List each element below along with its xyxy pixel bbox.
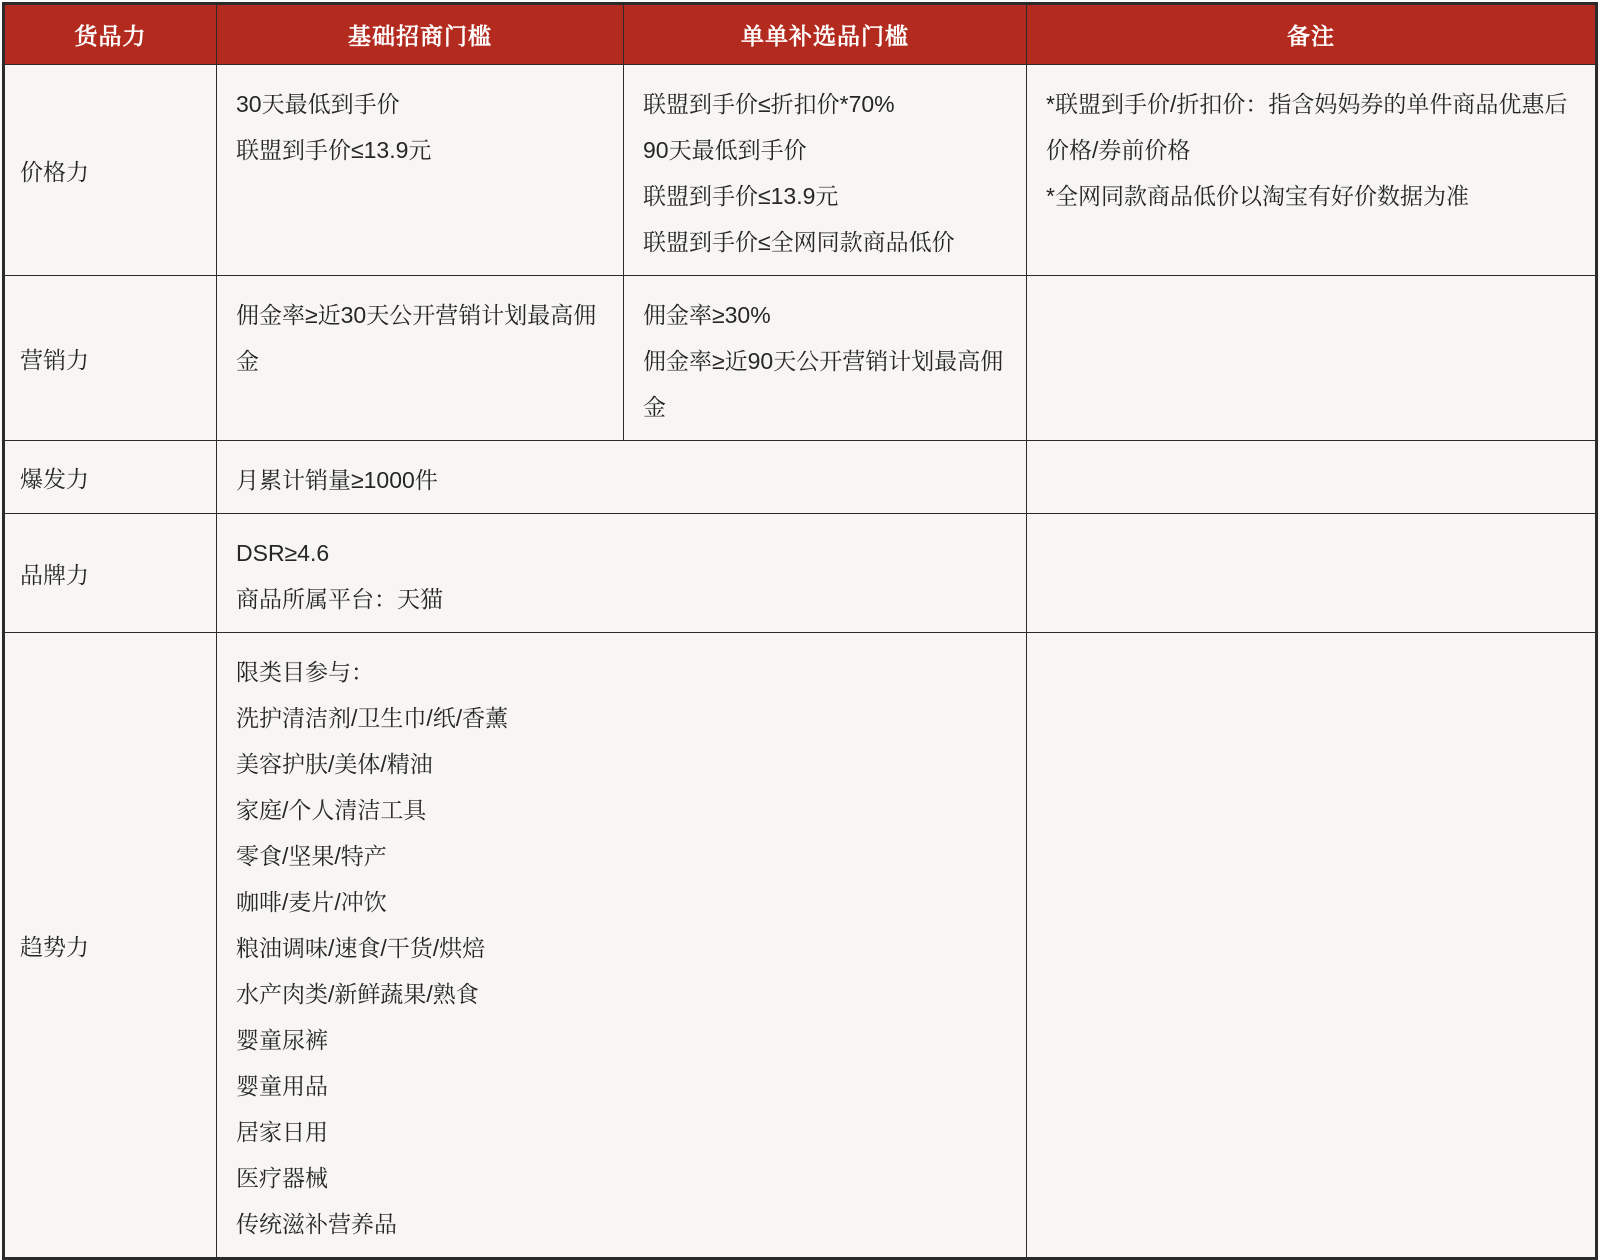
cell-line: 佣金率≥近30天公开营销计划最高佣金 — [236, 302, 597, 374]
trend-remark-cell — [1027, 633, 1597, 1259]
cell-line: 婴童尿裤 — [236, 1027, 328, 1053]
header-product-power: 货品力 — [4, 4, 217, 65]
marketing-remark-cell — [1027, 276, 1597, 441]
cell-line: 联盟到手价≤全网同款商品低价 — [643, 229, 955, 255]
cell-line: *联盟到手价/折扣价：指含妈妈券的单件商品优惠后价格/券前价格 — [1046, 91, 1568, 163]
cell-line: 商品所属平台：天猫 — [236, 586, 443, 612]
table-row-brand-power — [4, 514, 1597, 633]
brand-remark-cell — [1027, 514, 1597, 633]
cell-line: 医疗器械 — [236, 1165, 328, 1191]
cell-line: 婴童用品 — [236, 1073, 328, 1099]
header-row — [4, 4, 1597, 65]
table-row-trend-power — [4, 633, 1597, 1259]
cell-line: 美容护肤/美体/精油 — [236, 751, 433, 777]
cell-line: DSR≥4.6 — [236, 540, 330, 566]
brand-threshold-cell — [217, 514, 1027, 633]
cell-line: *全网同款商品低价以淘宝有好价数据为准 — [1046, 183, 1469, 209]
header-basic-threshold: 基础招商门槛 — [217, 4, 624, 65]
cell-line: 零食/坚果/特产 — [236, 843, 387, 869]
trend-threshold-cell — [217, 633, 1027, 1259]
marketing-supplement-threshold-cell — [624, 276, 1027, 441]
row-label-brand-power: 品牌力 — [4, 514, 217, 633]
marketing-basic-threshold-cell — [217, 276, 624, 441]
cell-line: 90天最低到手价 — [643, 137, 807, 163]
price-remark-cell — [1027, 65, 1597, 276]
table-row-burst-power — [4, 441, 1597, 514]
cell-line: 联盟到手价≤13.9元 — [236, 137, 432, 163]
header-remark: 备注 — [1027, 4, 1597, 65]
burst-threshold-cell — [217, 441, 1027, 514]
price-basic-threshold-cell — [217, 65, 624, 276]
table-row-price-power — [4, 65, 1597, 276]
price-supplement-threshold-cell — [624, 65, 1027, 276]
cell-line: 30天最低到手价 — [236, 91, 400, 117]
header-supplement-threshold: 单单补选品门槛 — [624, 4, 1027, 65]
row-label-burst-power: 爆发力 — [4, 441, 217, 514]
cell-line: 限类目参与： — [236, 659, 374, 685]
cell-line: 居家日用 — [236, 1119, 328, 1145]
row-label-trend-power: 趋势力 — [4, 633, 217, 1259]
cell-line: 联盟到手价≤13.9元 — [643, 183, 839, 209]
cell-line: 传统滋补营养品 — [236, 1211, 397, 1237]
burst-remark-cell — [1027, 441, 1597, 514]
cell-line: 洗护清洁剂/卫生巾/纸/香薰 — [236, 705, 509, 731]
cell-line: 咖啡/麦片/冲饮 — [236, 889, 387, 915]
merchant-threshold-table — [2, 2, 1598, 1260]
cell-line: 水产肉类/新鲜蔬果/熟食 — [236, 981, 479, 1007]
table-row-marketing-power — [4, 276, 1597, 441]
cell-line: 佣金率≥近90天公开营销计划最高佣金 — [643, 348, 1004, 420]
row-label-marketing-power: 营销力 — [4, 276, 217, 441]
cell-line: 月累计销量≥1000件 — [236, 467, 438, 493]
cell-line: 家庭/个人清洁工具 — [236, 797, 427, 823]
cell-line: 粮油调味/速食/干货/烘焙 — [236, 935, 486, 961]
cell-line: 佣金率≥30% — [643, 302, 771, 328]
cell-line: 联盟到手价≤折扣价*70% — [643, 91, 895, 117]
row-label-price-power: 价格力 — [4, 65, 217, 276]
